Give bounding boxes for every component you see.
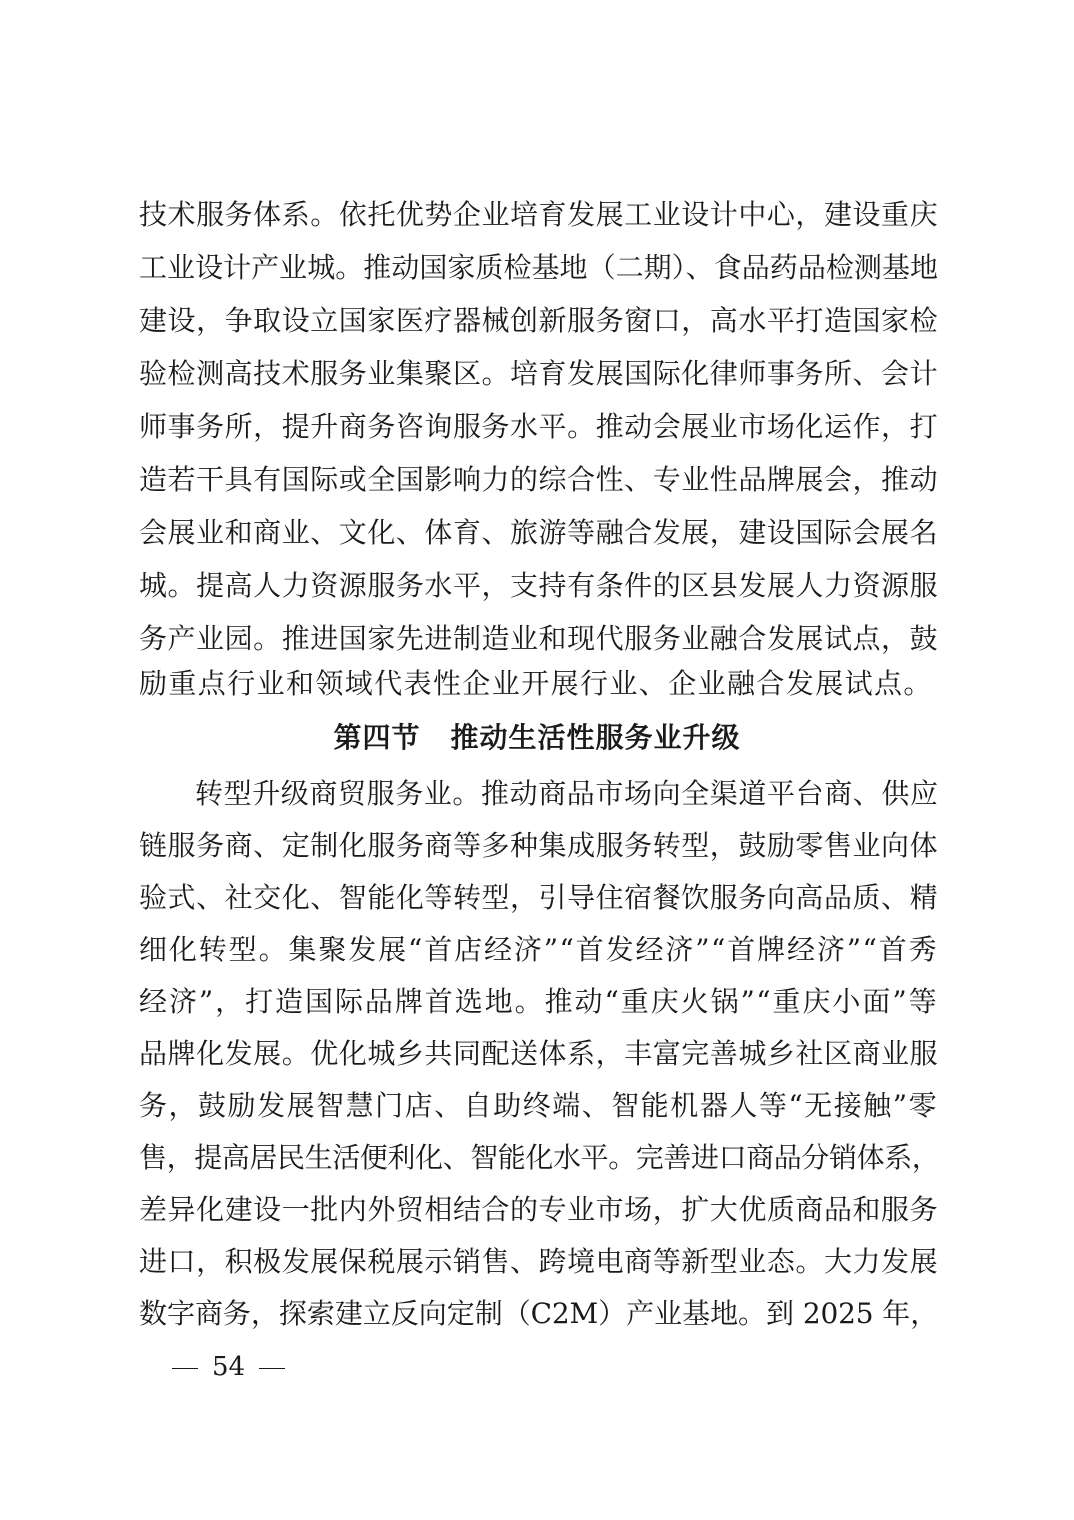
paragraph-line: 数字商务，探索建立反向定制（C2M）产业基地。到 2025 年，	[139, 1297, 938, 1330]
section-number: 第四节	[333, 721, 421, 754]
paragraph-line: 工业设计产业城。推动国家质检基地（二期）、食品药品检测基地	[139, 251, 938, 284]
paragraph-line: 城。提高人力资源服务水平，支持有条件的区县发展人力资源服	[139, 569, 938, 602]
paragraph-line: 进口，积极发展保税展示销售、跨境电商等新型业态。大力发展	[139, 1245, 938, 1278]
paragraph-line: 链服务商、定制化服务商等多种集成服务转型，鼓励零售业向体	[139, 829, 938, 862]
section-title: 推动生活性服务业升级	[450, 721, 741, 754]
paragraph-line: 售，提高居民生活便利化、智能化水平。完善进口商品分销体系，	[139, 1141, 940, 1174]
paragraph-line: 技术服务体系。依托优势企业培育发展工业设计中心，建设重庆	[139, 198, 938, 231]
paragraph-line: 验检测高技术服务业集聚区。培育发展国际化律师事务所、会计	[139, 357, 938, 390]
paragraph-line: 细化转型。集聚发展“首店经济”“首发经济”“首牌经济”“首秀	[139, 933, 938, 966]
paragraph-line: 转型升级商贸服务业。推动商品市场向全渠道平台商、供应	[195, 777, 939, 810]
section-heading	[0, 716, 1074, 760]
page-number-dash-right	[259, 1368, 285, 1369]
paragraph-line: 务，鼓励发展智慧门店、自助终端、智能机器人等“无接触”零	[139, 1089, 938, 1122]
paragraph-line: 师事务所，提升商务咨询服务水平。推动会展业市场化运作，打	[139, 410, 938, 443]
paragraph-line: 会展业和商业、文化、体育、旅游等融合发展，建设国际会展名	[139, 516, 938, 549]
page-number	[172, 1347, 285, 1387]
paragraph-line: 励重点行业和领域代表性企业开展行业、企业融合发展试点。	[139, 667, 933, 700]
paragraph-line: 验式、社交化、智能化等转型，引导住宿餐饮服务向高品质、精	[139, 881, 938, 914]
paragraph-line: 造若干具有国际或全国影响力的综合性、专业性品牌展会，推动	[139, 463, 938, 496]
page-number-dash-left	[172, 1368, 198, 1369]
page-number-value: 54	[212, 1352, 246, 1382]
paragraph-line: 品牌化发展。优化城乡共同配送体系，丰富完善城乡社区商业服	[139, 1037, 938, 1070]
paragraph-line: 务产业园。推进国家先进制造业和现代服务业融合发展试点，鼓	[139, 622, 938, 655]
paragraph-line: 建设，争取设立国家医疗器械创新服务窗口，高水平打造国家检	[139, 304, 938, 337]
paragraph-line: 经济”，打造国际品牌首选地。推动“重庆火锅”“重庆小面”等	[139, 985, 938, 1018]
paragraph-line: 差异化建设一批内外贸相结合的专业市场，扩大优质商品和服务	[139, 1193, 938, 1226]
